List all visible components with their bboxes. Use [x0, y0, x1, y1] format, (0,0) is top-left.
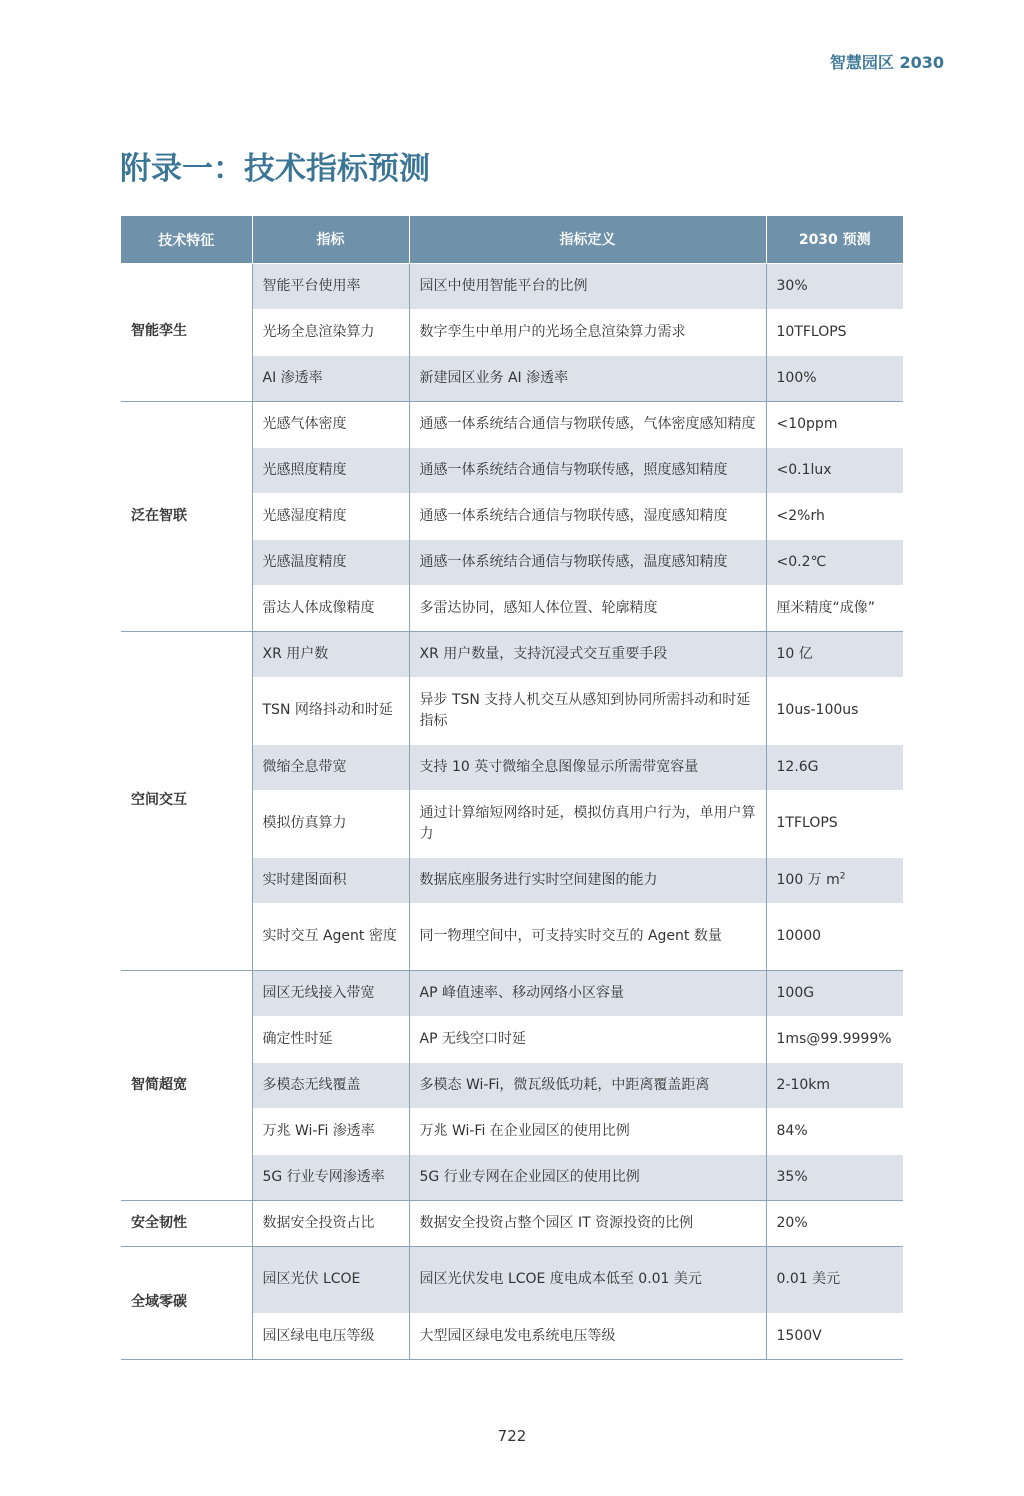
table-header-row: [121, 216, 903, 263]
forecast-cell-text: 2-10km: [776, 1076, 831, 1093]
category-cell: 泛在智联: [121, 401, 252, 631]
forecast-cell-text: 10 亿: [776, 645, 813, 662]
definition-cell: [409, 539, 766, 585]
table-row: [121, 970, 903, 1016]
metric-cell: [252, 903, 409, 970]
forecast-cell-text: 10us-100us: [776, 702, 859, 718]
metric-cell: [252, 1313, 409, 1359]
category-cell: 空间交互: [121, 631, 252, 970]
forecast-cell: [766, 903, 903, 970]
forecast-superscript: 2: [839, 870, 846, 881]
metric-cell-text: 实时交互 Agent 密度: [262, 928, 397, 944]
definition-cell: [409, 585, 766, 631]
metric-cell: [252, 790, 409, 857]
forecast-cell-text: 100 万 m: [776, 871, 840, 888]
definition-cell-text: 支持 10 英寸微缩全息图像显示所需带宽容量: [419, 758, 699, 775]
metric-cell: [252, 677, 409, 744]
forecast-cell-text: 0.01 美元: [776, 1271, 841, 1287]
metric-cell-text: 园区无线接入带宽: [262, 984, 375, 1001]
forecast-cell: [766, 970, 903, 1016]
page-title: 附录一：技术指标预测: [120, 151, 430, 187]
metric-cell-text: 光场全息渲染算力: [262, 323, 375, 340]
forecast-cell-text: 30%: [776, 277, 808, 294]
definition-cell: [409, 744, 766, 790]
definition-cell-text: 数据底座服务进行实时空间建图的能力: [419, 871, 658, 888]
table-row: [121, 631, 903, 677]
forecast-cell: [766, 1016, 903, 1062]
definition-cell-text: 万兆 Wi-Fi 在企业园区的使用比例: [419, 1122, 630, 1139]
metric-cell-text: 光感温度精度: [262, 553, 347, 570]
forecast-cell-text: <0.1lux: [776, 461, 832, 478]
definition-cell: [409, 903, 766, 970]
forecast-cell-text: 1500V: [776, 1327, 822, 1344]
metric-cell-text: AI 渗透率: [262, 369, 323, 386]
table-row: [121, 263, 903, 309]
forecast-cell: [766, 744, 903, 790]
tech-indicator-table: [121, 216, 903, 1360]
table-row: [121, 401, 903, 447]
definition-cell-text: 数据安全投资占整个园区 IT 资源投资的比例: [419, 1214, 694, 1231]
metric-cell-text: 万兆 Wi-Fi 渗透率: [262, 1122, 375, 1139]
definition-cell: [409, 631, 766, 677]
forecast-cell-text: 100%: [776, 369, 817, 386]
definition-cell-text: 同一物理空间中，可支持实时交互的 Agent 数量: [419, 928, 722, 944]
forecast-cell: [766, 263, 903, 309]
table-row: [121, 1246, 903, 1313]
forecast-cell-text: 厘米精度“成像”: [776, 599, 876, 616]
definition-cell-text: 通感一体系统结合通信与物联传感，气体密度感知精度: [419, 415, 756, 432]
metric-cell: [252, 493, 409, 539]
category-cell: 全域零碳: [121, 1246, 252, 1359]
column-header-forecast: 2030 预测: [766, 216, 903, 263]
forecast-cell: [766, 493, 903, 539]
metric-cell: [252, 1246, 409, 1313]
forecast-cell-text: 10TFLOPS: [776, 323, 847, 340]
definition-cell-text: 园区中使用智能平台的比例: [419, 277, 588, 294]
forecast-cell-text: <0.2℃: [776, 553, 827, 570]
forecast-cell-text: <10ppm: [776, 415, 838, 432]
category-cell: 智简超宽: [121, 970, 252, 1200]
metric-cell-text: 确定性时延: [262, 1030, 333, 1047]
metric-cell-text: 微缩全息带宽: [262, 758, 347, 775]
definition-cell: [409, 790, 766, 857]
metric-cell-text: 模拟仿真算力: [262, 815, 347, 831]
forecast-cell: [766, 355, 903, 401]
metric-cell: [252, 1016, 409, 1062]
metric-cell-text: TSN 网络抖动和时延: [262, 702, 393, 718]
running-header: 智慧园区 2030: [829, 53, 944, 72]
metric-cell-text: 雷达人体成像精度: [262, 599, 375, 616]
forecast-cell: [766, 790, 903, 857]
forecast-cell: [766, 1246, 903, 1313]
column-header-metric: 指标: [252, 216, 409, 263]
definition-cell-text: 通感一体系统结合通信与物联传感，照度感知精度: [419, 461, 728, 478]
forecast-cell: [766, 1313, 903, 1359]
definition-cell: [409, 1246, 766, 1313]
metric-cell-text: XR 用户数: [262, 645, 329, 662]
metric-cell-text: 数据安全投资占比: [262, 1214, 375, 1231]
definition-cell-text: AP 无线空口时延: [419, 1030, 526, 1047]
category-cell: 安全韧性: [121, 1200, 252, 1246]
definition-cell: [409, 309, 766, 355]
definition-cell: [409, 970, 766, 1016]
table-body: [121, 263, 903, 1359]
definition-cell-text: 大型园区绿电发电系统电压等级: [419, 1327, 616, 1344]
definition-cell-text: 通过计算缩短网络时延，模拟仿真用户行为，单用户算力: [419, 804, 756, 842]
definition-cell: [409, 493, 766, 539]
metric-cell-text: 多模态无线覆盖: [262, 1076, 361, 1093]
metric-cell: [252, 744, 409, 790]
column-header-feature: 技术特征: [121, 216, 252, 263]
forecast-cell: [766, 447, 903, 493]
metric-cell: [252, 539, 409, 585]
definition-cell: [409, 677, 766, 744]
forecast-cell: [766, 1062, 903, 1108]
forecast-cell: [766, 1154, 903, 1200]
definition-cell-text: XR 用户数量，支持沉浸式交互重要手段: [419, 645, 668, 662]
metric-cell: [252, 1108, 409, 1154]
definition-cell: [409, 447, 766, 493]
definition-cell: [409, 1016, 766, 1062]
definition-cell-text: 数字孪生中单用户的光场全息渲染算力需求: [419, 323, 686, 340]
forecast-cell: [766, 585, 903, 631]
forecast-cell: [766, 677, 903, 744]
forecast-cell: [766, 1200, 903, 1246]
definition-cell: [409, 263, 766, 309]
column-header-definition: 指标定义: [409, 216, 766, 263]
metric-cell: [252, 401, 409, 447]
metric-cell-text: 智能平台使用率: [262, 277, 361, 294]
metric-cell-text: 光感照度精度: [262, 461, 347, 478]
table-row: [121, 1200, 903, 1246]
definition-cell: [409, 355, 766, 401]
definition-cell: [409, 1313, 766, 1359]
forecast-cell-text: 12.6G: [776, 758, 819, 775]
definition-cell-text: 园区光伏发电 LCOE 度电成本低至 0.01 美元: [419, 1271, 702, 1287]
metric-cell: [252, 1154, 409, 1200]
metric-cell-text: 实时建图面积: [262, 871, 347, 888]
forecast-cell: [766, 1108, 903, 1154]
definition-cell-text: 5G 行业专网在企业园区的使用比例: [419, 1168, 640, 1185]
metric-cell: [252, 1200, 409, 1246]
definition-cell: [409, 401, 766, 447]
metric-cell-text: 园区绿电电压等级: [262, 1327, 375, 1344]
category-cell: 智能孪生: [121, 263, 252, 401]
forecast-cell-text: 35%: [776, 1168, 808, 1185]
metric-cell: [252, 970, 409, 1016]
definition-cell: [409, 1108, 766, 1154]
definition-cell: [409, 857, 766, 903]
metric-cell: [252, 263, 409, 309]
definition-cell-text: 多雷达协同，感知人体位置、轮廓精度: [419, 599, 658, 616]
definition-cell: [409, 1154, 766, 1200]
metric-cell-text: 园区光伏 LCOE: [262, 1271, 361, 1287]
forecast-cell-text: 20%: [776, 1214, 808, 1231]
metric-cell-text: 光感湿度精度: [262, 507, 347, 524]
metric-cell-text: 5G 行业专网渗透率: [262, 1168, 385, 1185]
definition-cell-text: 异步 TSN 支持人机交互从感知到协同所需抖动和时延指标: [419, 691, 751, 729]
metric-cell: [252, 355, 409, 401]
metric-cell: [252, 857, 409, 903]
definition-cell-text: 通感一体系统结合通信与物联传感，湿度感知精度: [419, 507, 728, 524]
metric-cell: [252, 1062, 409, 1108]
page-number: 722: [497, 1427, 527, 1445]
definition-cell-text: 多模态 Wi-Fi，微瓦级低功耗，中距离覆盖距离: [419, 1076, 710, 1093]
forecast-cell: [766, 631, 903, 677]
metric-cell-text: 光感气体密度: [262, 415, 347, 432]
forecast-cell-text: 10000: [776, 928, 822, 944]
forecast-cell: [766, 401, 903, 447]
metric-cell: [252, 585, 409, 631]
forecast-cell: [766, 857, 903, 903]
definition-cell: [409, 1062, 766, 1108]
forecast-cell-text: 84%: [776, 1122, 808, 1139]
metric-cell: [252, 447, 409, 493]
definition-cell: [409, 1200, 766, 1246]
definition-cell-text: AP 峰值速率、移动网络小区容量: [419, 984, 624, 1001]
forecast-cell-text: 1TFLOPS: [776, 815, 838, 831]
forecast-cell: [766, 539, 903, 585]
forecast-cell-text: <2%rh: [776, 507, 825, 524]
forecast-cell-text: 100G: [776, 984, 815, 1001]
metric-cell: [252, 309, 409, 355]
definition-cell-text: 新建园区业务 AI 渗透率: [419, 369, 569, 386]
forecast-cell-text: 1ms@99.9999%: [776, 1030, 892, 1047]
definition-cell-text: 通感一体系统结合通信与物联传感，温度感知精度: [419, 553, 728, 570]
metric-cell: [252, 631, 409, 677]
forecast-cell: [766, 309, 903, 355]
